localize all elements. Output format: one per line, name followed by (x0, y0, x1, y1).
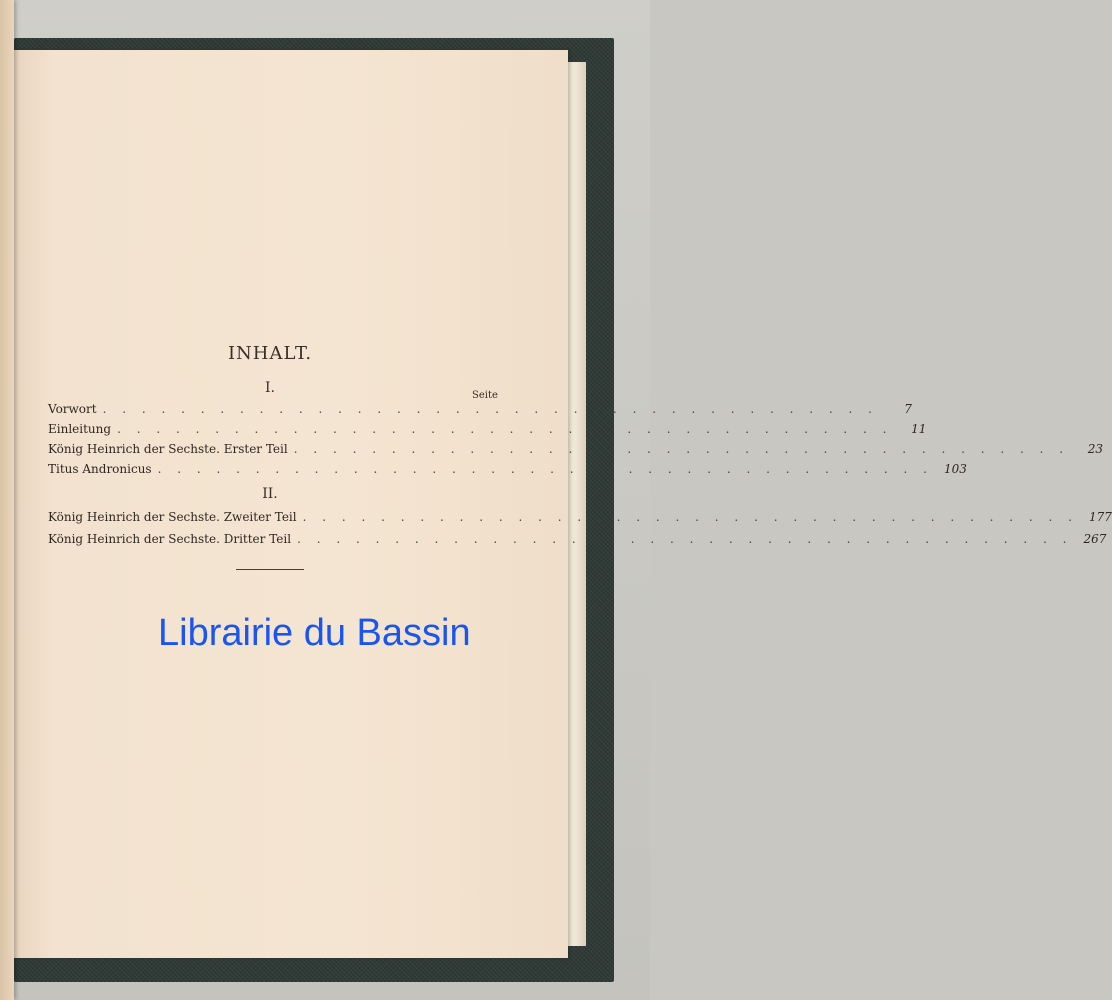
section-numeral-1: I. (265, 380, 275, 396)
toc-entry-title: König Heinrich der Sechste. Zweiter Teil (48, 510, 297, 524)
toc-entry-page: 267 (1083, 532, 1107, 546)
toc-entry-title: Titus Andronicus (48, 462, 152, 476)
toc-entry (48, 462, 967, 482)
toc-entry-page: 103 (944, 462, 967, 476)
toc-entry (48, 442, 1104, 462)
dot-leader: . . . . . . . . . . . . . . . . . . . . . . . . . . . . . . . . . . . . . . . . (102, 402, 878, 416)
toc-entry-page: 177 (1089, 510, 1112, 524)
toc-entry (48, 532, 1107, 552)
toc-entry-page: 23 (1087, 442, 1104, 456)
page-column-label: Seite (472, 390, 498, 401)
toc-entry (48, 402, 912, 422)
dot-leader: . . . . . . . . . . . . . . . . . . . . . . . . . . . . . . . . . . . . . . . . (297, 532, 1073, 546)
section-numeral-2: II. (262, 486, 278, 502)
toc-entry (48, 422, 927, 442)
left-page-edge (0, 0, 14, 1000)
watermark-text: Librairie du Bassin (158, 612, 471, 654)
dot-leader: . . . . . . . . . . . . . . . . . . . . . . . . . . . . . . . . . . . . . . . . (302, 510, 1078, 524)
dot-leader: . . . . . . . . . . . . . . . . . . . . . . . . . . . . . . . . . . . . . . . . (157, 462, 933, 476)
dot-leader: . . . . . . . . . . . . . . . . . . . . . . . . . . . . . . . . . . . . . . . . (293, 442, 1070, 456)
book-page (8, 50, 1112, 958)
section-divider (236, 569, 304, 570)
dot-leader: . . . . . . . . . . . . . . . . . . . . . . . . . . . . . . . . . . . . . . . . (117, 422, 893, 436)
toc-entry-page: 7 (904, 402, 912, 416)
toc-entry-title: König Heinrich der Sechste. Erster Teil (48, 442, 288, 456)
toc-entry-title: König Heinrich der Sechste. Dritter Teil (48, 532, 292, 546)
toc-entry-title: Einleitung (48, 422, 112, 436)
toc-entry-title: Vorwort (48, 402, 97, 416)
toc-entry-page: 11 (911, 422, 927, 436)
toc-heading: INHALT. (227, 343, 313, 364)
toc-entry (48, 510, 1112, 530)
